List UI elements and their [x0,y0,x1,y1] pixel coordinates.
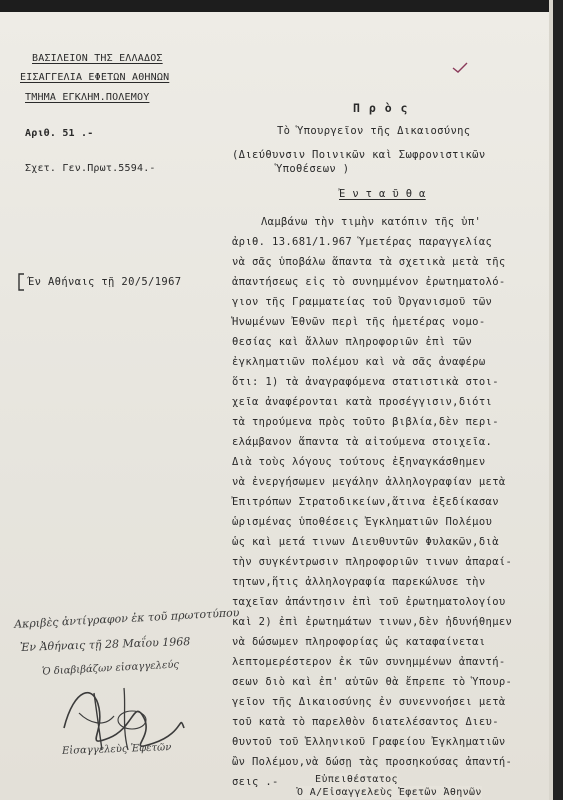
body-line: θεσίας καὶ ἄλλων πληροφοριῶν ἐπὶ τῶν [232,336,473,348]
body-line: Ἡνωμένων Ἐθνῶν περὶ τῆς ἡμετέρας νομο- [232,316,486,328]
body-line: ελάμβανον ἅπαντα τὰ αἰτούμενα στοιχεῖα. [232,436,493,448]
body-line: χεῖα ἀναφέρονται κατὰ προσέγγισιν,διότι [232,396,493,408]
recipient-pros: Π ρ ὸ ς [353,101,409,115]
body-line: Λαμβάνω τὴν τιμὴν κατόπιν τῆς ὑπ' [261,216,482,228]
body-line: ἐγκληματιῶν πολέμου καὶ νὰ σᾶς ἀναφέρω [232,356,486,368]
checkmark-icon [452,62,468,74]
body-line: σεων διὸ καὶ ἐπ' αὐτῶν θὰ ἔπρεπε τὸ Ὑπουρ- [232,676,513,688]
body-line: τὴν συγκέντρωσιν πληροφοριῶν τινων ἀπαραί- [232,556,513,568]
handwritten-certification-line2: Ἐν Ἀθήναις τῇ 28 Μαΐου 1968 [19,635,191,654]
body-line: λεπτομερέστερον ἐκ τῶν συνημμένων ἀπαντή- [232,656,506,668]
recipient-affairs: Ὑποθέσεων ) [276,163,350,175]
handwritten-certification-line4: Εἰσαγγελεὺς Ἐφετῶν [61,742,172,757]
body-line: τητων,ἥτις ἀλληλογραφία παρεκώλυσε τὴν [232,576,486,588]
body-line: γεῖον τῆς Δικαιοσύνης ἐν συνεννοήσει μετὰ [232,696,506,708]
recipient-directorate: (Διεύθυνσιν Ποινικῶν καὶ Σωφρονιστικῶν [232,149,486,161]
body-line: σεις .- [232,776,279,788]
margin-mark-icon [16,272,26,292]
body-line: νὰ ἐνεργήσωμεν μεγάλην ἀλληλογραφίαν μετὰ [232,476,506,488]
related-protocol: Σχετ. Γεν.Πρωτ.5594.- [25,163,156,174]
body-line: νὰ σᾶς ὑποβάλω ἅπαντα τὰ σχετικὰ μετὰ τῆς [232,256,506,268]
handwritten-certification-line3: Ὁ διαβιβάζων εἰσαγγελεύς [41,659,180,678]
body-line: Διὰ τοὺς λόγους τούτους ἐξηναγκάσθημεν [232,456,486,468]
letterhead-prosecution: ΕΙΣΑΓΓΕΛΙΑ ΕΦΕΤΩΝ ΑΘΗΝΩΝ [20,72,170,83]
body-line: καὶ 2) ἐπὶ ἐρωτημάτων τινων,δὲν ἠδυνήθημεν [232,616,513,628]
letter-date: Έν Αθήναις τῇ 20/5/1967 [28,276,182,288]
body-line: ὢν Πολέμου,νὰ δώσῃ τὰς προσηκούσας ἀπαντή- [232,756,513,768]
body-line: γιον τῆς Γραμματείας τοῦ Ὀργανισμοῦ τῶν [232,296,493,308]
body-line: ταχεῖαν ἀπάντησιν ἐπὶ τοῦ ἐρωτηματολογίου [232,596,506,608]
body-line: Ἐπιτρόπων Στρατοδικείων,ἅτινα ἐξεδίκασαν [232,496,499,508]
scan-edge-right [553,0,563,800]
body-line: ἀπαντήσεως εἰς τὸ συνημμένον ἐρωτηματολό- [232,276,506,288]
body-line: θυντοῦ τοῦ Ἑλληνικοῦ Γραφείου Ἐγκληματιῶν [232,736,506,748]
closing-formula: Εὐπειθέστατος [315,774,398,785]
body-line: ὅτι: 1) τὰ ἀναγραφόμενα στατιστικὰ στοι- [232,376,499,388]
body-line: ὡρισμένας ὑποθέσεις Ἐγκληματιῶν Πολέμου [232,516,493,528]
letterhead-department: ΤΜΗΜΑ ΕΓΚΛΗΜ.ΠΟΛΕΜΟΥ [25,92,150,103]
body-line: τοῦ κατὰ τὸ παρελθὸν διατελέσαντος Διευ- [232,716,499,728]
handwritten-certification-line1: Ακριβὲς ἀντίγραφον ἐκ τοῦ πρωτοτύπου [13,606,240,631]
reference-number: Αριθ. 51 .- [25,128,94,139]
body-line: τὰ τηρούμενα πρὸς τοῦτο βιβλία,δὲν περι- [232,416,499,428]
body-line: ὡς καὶ μετά τινων Διευθυντῶν Φυλακῶν,διὰ [232,536,499,548]
recipient-place: Ἐ ν τ α ῦ θ α [339,188,426,200]
body-line: νὰ δώσωμεν πληροφορίας ὡς καταφαίνεται [232,636,486,648]
scan-edge-top [0,0,563,12]
handwritten-signature [54,668,194,758]
recipient-ministry: Τὸ Ὑπουργεῖον τῆς Δικαιοσύνης [277,125,471,137]
closing-signatory: Ὁ Α/Εἰσαγγελεὺς Ἐφετῶν Ἀθηνῶν [297,787,482,798]
body-line: ἀριθ. 13.681/1.967 Ὑμετέρας παραγγελίας [232,236,493,248]
letterhead-kingdom: ΒΑΣΙΛΕΙΟΝ ΤΗΣ ΕΛΛΑΔΟΣ [32,53,163,64]
